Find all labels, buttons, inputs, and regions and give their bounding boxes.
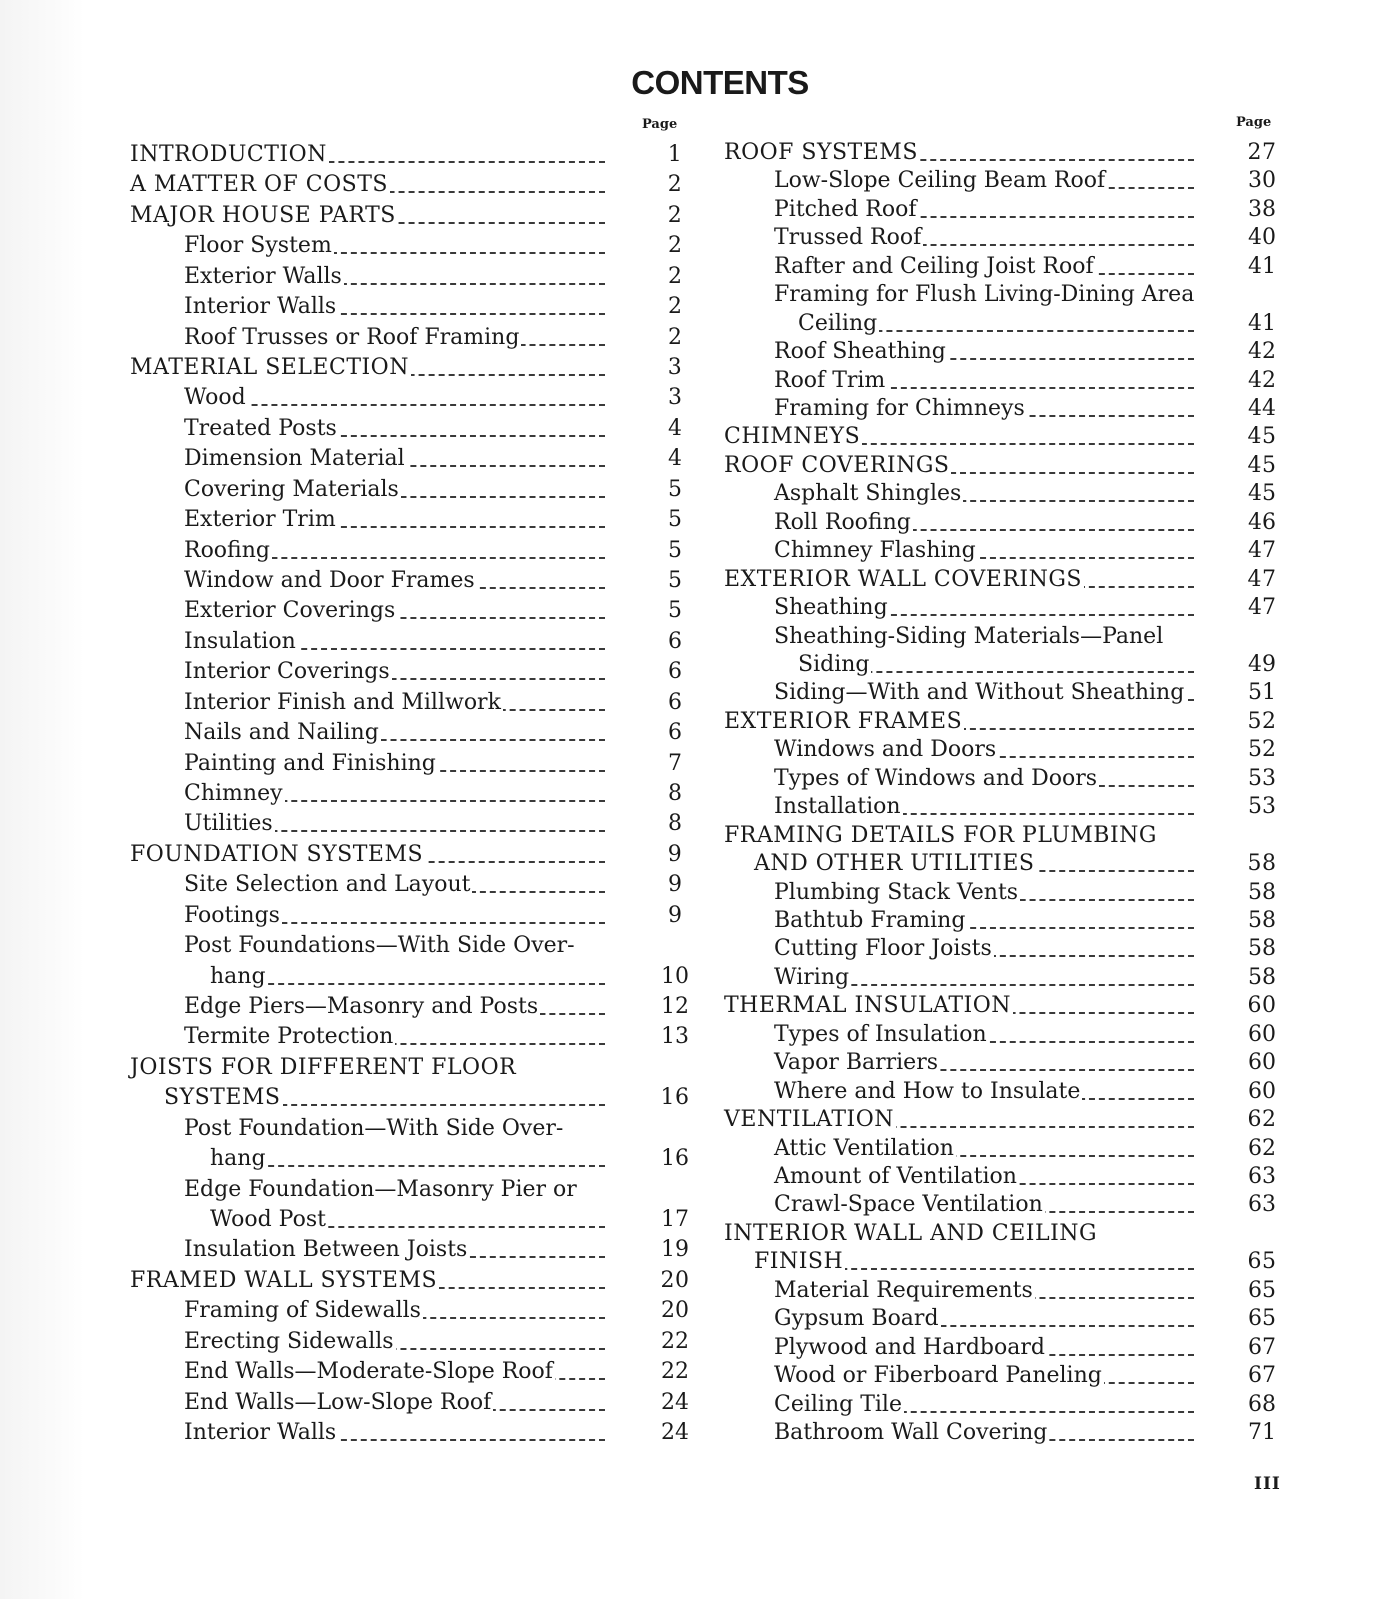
toc-entry-title: FOUNDATION SYSTEMS (130, 841, 424, 867)
toc-entry-title: Attic Ventilation (774, 1135, 954, 1161)
toc-entry-title: FINISH (754, 1249, 844, 1275)
toc-subsection-entry (724, 1276, 1314, 1305)
toc-entry-title: MATERIAL SELECTION (130, 355, 409, 380)
toc-subsection-entry (130, 596, 710, 625)
toc-page-number: 49 (1248, 652, 1276, 677)
toc-subsection-entry (724, 764, 1314, 793)
toc-subsection-entry (130, 475, 710, 504)
toc-entry-title: Utilities (184, 811, 273, 837)
toc-entry-title: Site Selection and Layout (184, 872, 471, 898)
toc-page-number: 5 (668, 598, 682, 624)
toc-subsection-entry (724, 1333, 1314, 1362)
toc-entry-title: Exterior Coverings (184, 598, 396, 624)
toc-page-number: 2 (668, 233, 682, 259)
toc-page-number: 8 (668, 781, 682, 806)
toc-subsection-entry (724, 963, 1314, 992)
toc-subsection-entry (130, 809, 710, 838)
toc-page-number: 52 (1247, 708, 1277, 734)
toc-page-number: 27 (1247, 140, 1277, 165)
toc-subsection-entry (724, 1304, 1314, 1333)
toc-entry-title: Painting and Finishing (184, 750, 436, 776)
toc-page-number: 24 (661, 1420, 689, 1445)
toc-section-entry (724, 422, 1314, 451)
toc-page-number: 63 (1248, 1164, 1276, 1189)
toc-page-number: 45 (1247, 452, 1277, 478)
toc-page-number: 45 (1248, 481, 1276, 507)
toc-subsection-entry (724, 536, 1314, 565)
toc-page-number: 53 (1248, 765, 1276, 791)
toc-page-number: 51 (1248, 680, 1276, 706)
toc-page-number: 65 (1248, 1277, 1276, 1303)
page-folio: III (1254, 1474, 1281, 1494)
toc-entry-title: Insulation Between Joists (184, 1237, 468, 1263)
toc-entry-title: INTERIOR WALL AND CEILING (724, 1220, 1098, 1246)
toc-entry-title: ROOF COVERINGS (724, 452, 950, 478)
toc-page-number: 60 (1247, 993, 1277, 1019)
toc-subsection-entry (130, 657, 710, 686)
toc-subsection-entry (724, 792, 1314, 821)
page-column-label-right: Page (1236, 115, 1272, 130)
toc-section-entry (724, 849, 1314, 878)
toc-entry-title: Plumbing Stack Vents (774, 879, 1019, 905)
toc-page-number: 9 (667, 841, 683, 867)
toc-entry-title: Wood Post (210, 1207, 326, 1232)
toc-subsection-entry (724, 1190, 1314, 1219)
toc-page-number: 1 (667, 142, 683, 167)
toc-entry-title: Sheathing (774, 595, 888, 621)
toc-subsection-entry (130, 1022, 710, 1051)
toc-entry-title: Chimney Flashing (774, 538, 976, 564)
toc-entry-title: Material Requirements (774, 1277, 1033, 1303)
toc-entry-title: Roof Trusses or Roof Framing (184, 324, 520, 350)
toc-subsection-entry (724, 735, 1314, 764)
toc-section-entry (724, 1247, 1314, 1276)
toc-page-number: 46 (1248, 509, 1276, 535)
toc-page-number: 6 (668, 689, 682, 715)
toc-subsection-entry (130, 901, 710, 930)
toc-entry-title: SYSTEMS (164, 1085, 281, 1111)
toc-entry-title: Floor System (184, 233, 332, 259)
toc-page-number: 71 (1248, 1420, 1276, 1445)
toc-entry-title: Treated Posts (184, 415, 337, 441)
toc-entry-title: Covering Materials (184, 476, 399, 502)
toc-entry-title: Interior Walls (184, 294, 337, 320)
toc-entry-title: ROOF SYSTEMS (724, 140, 918, 165)
toc-page-number: 58 (1248, 936, 1276, 962)
toc-section-entry (724, 451, 1314, 480)
toc-subsection-entry (724, 223, 1314, 252)
toc-entry-title: Crawl-Space Ventilation (774, 1192, 1043, 1218)
toc-subsection-entry (724, 1418, 1314, 1447)
toc-entry-title: Post Foundations—With Side Over- (184, 933, 575, 959)
toc-section-entry (130, 140, 710, 169)
toc-section-entry (130, 1083, 710, 1112)
toc-entry-title: Termite Protection (184, 1024, 394, 1050)
toc-subsection-entry (724, 1390, 1314, 1419)
toc-subsection-entry (724, 678, 1314, 707)
toc-entry-title: Roofing (184, 537, 270, 563)
toc-entry-title: EXTERIOR WALL COVERINGS (724, 566, 1082, 592)
toc-subsection-entry (130, 962, 710, 991)
toc-page-number: 6 (668, 628, 682, 654)
toc-page-number: 16 (660, 1085, 690, 1111)
toc-page-number: 2 (667, 202, 683, 228)
toc-entry-title: Siding—With and Without Sheathing (774, 680, 1185, 706)
toc-section-entry (724, 1105, 1314, 1134)
toc-page-number: 5 (668, 568, 682, 593)
toc-page-number: 2 (668, 263, 682, 289)
toc-page-number: 19 (661, 1237, 689, 1263)
toc-entry-title: Window and Door Frames (184, 568, 475, 593)
toc-section-entry (724, 138, 1314, 167)
toc-entry-title: Trussed Roof (774, 225, 922, 251)
toc-subsection-entry (724, 1162, 1314, 1191)
toc-subsection-entry (724, 593, 1314, 622)
toc-page-number: 13 (661, 1024, 689, 1050)
toc-entry-title: Windows and Doors (774, 737, 997, 763)
toc-section-entry (130, 353, 710, 382)
toc-page-number: 5 (668, 507, 682, 533)
toc-entry-title: Interior Finish and Millwork (184, 689, 501, 715)
toc-subsection-entry (130, 566, 710, 595)
toc-subsection-entry (130, 1357, 710, 1386)
toc-subsection-entry (130, 1296, 710, 1325)
leader-dots (192, 404, 605, 406)
toc-entry-title: VENTILATION (724, 1107, 895, 1133)
toc-subsection-entry (130, 1235, 710, 1264)
toc-entry-title: Framing of Sidewalls (184, 1298, 421, 1324)
toc-subsection-entry (724, 166, 1314, 195)
toc-subsection-entry (724, 252, 1314, 281)
toc-entry-title: Low-Slope Ceiling Beam Roof (774, 168, 1106, 194)
toc-entry-title: THERMAL INSULATION (724, 993, 1011, 1019)
toc-page-number: 60 (1248, 1078, 1276, 1104)
toc-page-number: 68 (1248, 1391, 1276, 1417)
toc-entry-title: Exterior Walls (184, 263, 342, 289)
toc-entry-title: Rafter and Ceiling Joist Roof (774, 253, 1094, 279)
toc-page-number: 58 (1248, 908, 1276, 933)
toc-subsection-entry (130, 262, 710, 291)
toc-entry-title: Ceiling (798, 310, 878, 336)
toc-subsection-entry (130, 1327, 710, 1356)
toc-section-entry (130, 840, 710, 869)
toc-section-entry (724, 1219, 1314, 1248)
toc-subsection-entry (130, 627, 710, 656)
toc-page-number: 65 (1247, 1249, 1277, 1275)
toc-subsection-entry (130, 292, 710, 321)
toc-entry-title: Vapor Barriers (774, 1050, 939, 1076)
toc-page-number: 67 (1248, 1334, 1276, 1360)
toc-page-number: 38 (1248, 196, 1276, 222)
toc-subsection-entry (724, 622, 1314, 651)
toc-page-number: 2 (668, 294, 682, 320)
toc-section-entry (724, 821, 1314, 850)
toc-subsection-entry (724, 479, 1314, 508)
toc-page-number: 58 (1248, 964, 1276, 990)
toc-page-number: 47 (1248, 538, 1276, 564)
toc-subsection-entry (724, 366, 1314, 395)
toc-entry-title: Installation (774, 794, 901, 820)
toc-entry-title: FRAMED WALL SYSTEMS (130, 1267, 438, 1293)
toc-page-number: 3 (667, 355, 683, 380)
toc-entry-title: hang (210, 1146, 266, 1172)
toc-entry-title: Roof Trim (774, 367, 886, 393)
toc-subsection-entry (130, 779, 710, 808)
toc-entry-title: Asphalt Shingles (774, 481, 962, 507)
toc-subsection-entry (724, 508, 1314, 537)
toc-subsection-entry (130, 688, 710, 717)
toc-entry-title: Dimension Material (184, 446, 405, 472)
toc-page-number: 4 (668, 415, 682, 441)
toc-page-number: 58 (1247, 851, 1277, 877)
toc-page-number: 62 (1247, 1107, 1277, 1133)
toc-page-number: 41 (1248, 310, 1276, 336)
toc-entry-title: AND OTHER UTILITIES (754, 851, 1035, 877)
toc-entry-title: Siding (798, 652, 870, 677)
toc-page-number: 10 (661, 963, 689, 989)
toc-page-number: 44 (1248, 396, 1276, 421)
toc-section-entry (724, 707, 1314, 736)
toc-page-number: 62 (1248, 1135, 1276, 1161)
toc-page-number: 9 (668, 872, 682, 898)
toc-subsection-entry (724, 1134, 1314, 1163)
toc-page-number: 5 (668, 476, 682, 502)
toc-page-number: 5 (668, 537, 682, 563)
page-column-label-left: Page (642, 117, 678, 132)
toc-page-number: 16 (661, 1146, 689, 1172)
toc-entry-title: Bathtub Framing (774, 908, 966, 933)
toc-page-number: 17 (661, 1207, 689, 1232)
toc-entry-title: Framing for Flush Living-Dining Area (774, 282, 1195, 308)
toc-subsection-entry (724, 309, 1314, 338)
toc-entry-title: INTRODUCTION (130, 142, 327, 167)
toc-page-number: 20 (660, 1267, 690, 1293)
toc-section-entry (130, 1053, 710, 1082)
toc-subsection-entry (724, 934, 1314, 963)
toc-subsection-entry (724, 650, 1314, 679)
toc-page-number: 52 (1248, 737, 1276, 763)
toc-entry-title: hang (210, 963, 266, 989)
toc-page-number: 40 (1248, 225, 1276, 251)
toc-subsection-entry (130, 931, 710, 960)
toc-subsection-entry (724, 337, 1314, 366)
toc-entry-title: Types of Insulation (774, 1021, 987, 1047)
toc-subsection-entry (130, 414, 710, 443)
toc-subsection-entry (130, 1114, 710, 1143)
toc-page-number: 6 (668, 720, 682, 746)
toc-subsection-entry (130, 1418, 710, 1447)
toc-subsection-entry (724, 906, 1314, 935)
toc-page-number: 9 (668, 902, 682, 928)
toc-entry-title: Erecting Sidewalls (184, 1328, 394, 1354)
toc-entry-title: Footings (184, 902, 280, 928)
toc-subsection-entry (130, 383, 710, 412)
toc-entry-title: Insulation (184, 628, 296, 654)
toc-entry-title: Roof Sheathing (774, 339, 946, 365)
toc-page-number: 60 (1248, 1050, 1276, 1076)
page-title: CONTENTS (631, 64, 809, 101)
toc-entry-title: Exterior Trim (184, 507, 336, 533)
toc-page-number: 60 (1248, 1021, 1276, 1047)
toc-page-number: 6 (668, 659, 682, 685)
toc-entry-title: Roll Roofing (774, 509, 911, 535)
toc-entry-title: End Walls—Moderate-Slope Roof (184, 1359, 553, 1385)
toc-subsection-entry (130, 1144, 710, 1173)
toc-entry-title: Edge Foundation—Masonry Pier or (184, 1176, 577, 1202)
toc-page-number: 3 (668, 385, 682, 411)
toc-section-entry (130, 1266, 710, 1295)
toc-entry-title: Wood (184, 385, 246, 411)
toc-entry-title: Wood or Fiberboard Paneling (774, 1363, 1102, 1389)
toc-page-number: 45 (1247, 424, 1277, 450)
toc-section-entry (724, 991, 1314, 1020)
toc-subsection-entry (130, 749, 710, 778)
toc-entry-title: Framing for Chimneys (774, 396, 1025, 421)
toc-page-number: 67 (1248, 1363, 1276, 1389)
toc-page-number: 4 (668, 446, 682, 472)
scan-edge-shadow (0, 0, 84, 1599)
toc-subsection-entry (130, 1388, 710, 1417)
toc-subsection-entry (724, 280, 1314, 309)
toc-entry-title: Wiring (774, 964, 850, 990)
toc-entry-title: Amount of Ventilation (774, 1164, 1017, 1189)
toc-entry-title: Nails and Nailing (184, 720, 379, 746)
toc-entry-title: Where and How to Insulate (774, 1078, 1081, 1104)
toc-subsection-entry (130, 1205, 710, 1234)
toc-entry-title: Interior Walls (184, 1420, 337, 1445)
leader-dots (218, 983, 605, 985)
toc-page-number: 20 (661, 1298, 689, 1324)
toc-subsection-entry (130, 1175, 710, 1204)
toc-subsection-entry (130, 870, 710, 899)
toc-page-number: 53 (1248, 794, 1276, 820)
toc-page-number: 42 (1248, 367, 1276, 393)
toc-page-number: 12 (661, 994, 689, 1019)
toc-subsection-entry (130, 718, 710, 747)
toc-page-number: 2 (667, 172, 683, 198)
toc-subsection-entry (724, 1048, 1314, 1077)
toc-subsection-entry (724, 1077, 1314, 1106)
toc-page-number: 58 (1248, 879, 1276, 905)
toc-entry-title: Pitched Roof (774, 196, 917, 222)
toc-entry-title: End Walls—Low-Slope Roof (184, 1389, 492, 1415)
toc-page-number: 24 (661, 1389, 689, 1415)
toc-subsection-entry (724, 1361, 1314, 1390)
toc-page-number: 63 (1248, 1192, 1276, 1218)
toc-subsection-entry (130, 323, 710, 352)
toc-page-number: 65 (1248, 1306, 1276, 1332)
toc-entry-title: Gypsum Board (774, 1306, 939, 1332)
toc-entry-title: Chimney (184, 781, 283, 806)
toc-entry-title: Sheathing-Siding Materials—Panel (774, 623, 1164, 649)
toc-subsection-entry (724, 394, 1314, 423)
toc-page-number: 8 (668, 811, 682, 837)
leader-dots (218, 1165, 605, 1167)
toc-page-number: 2 (668, 324, 682, 350)
toc-entry-title: MAJOR HOUSE PARTS (130, 202, 396, 228)
toc-entry-title: EXTERIOR FRAMES (724, 708, 963, 734)
toc-entry-title: Plywood and Hardboard (774, 1334, 1045, 1360)
toc-entry-title: Cutting Floor Joists (774, 936, 992, 962)
toc-entry-title: Bathroom Wall Covering (774, 1420, 1048, 1445)
toc-page-number: 22 (661, 1359, 689, 1385)
toc-subsection-entry (130, 992, 710, 1021)
toc-entry-title: CHIMNEYS (724, 424, 861, 450)
toc-entry-title: Ceiling Tile (774, 1391, 902, 1417)
toc-entry-title: Post Foundation—With Side Over- (184, 1115, 564, 1141)
toc-subsection-entry (130, 505, 710, 534)
toc-entry-title: A MATTER OF COSTS (130, 172, 388, 198)
toc-page-number: 42 (1248, 339, 1276, 365)
toc-page-number: 22 (661, 1328, 689, 1354)
toc-page-number: 30 (1248, 168, 1276, 194)
toc-entry-title: Interior Coverings (184, 659, 390, 685)
toc-section-entry (130, 170, 710, 199)
toc-entry-title: Types of Windows and Doors (774, 765, 1098, 791)
toc-section-entry (130, 201, 710, 230)
toc-subsection-entry (724, 1020, 1314, 1049)
toc-page-number: 47 (1247, 566, 1277, 592)
toc-subsection-entry (724, 195, 1314, 224)
toc-entry-title: FRAMING DETAILS FOR PLUMBING (724, 822, 1157, 848)
toc-subsection-entry (130, 231, 710, 260)
toc-subsection-entry (130, 444, 710, 473)
toc-entry-title: JOISTS FOR DIFFERENT FLOOR (130, 1054, 517, 1080)
toc-subsection-entry (130, 536, 710, 565)
toc-page-number: 41 (1248, 253, 1276, 279)
toc-subsection-entry (724, 878, 1314, 907)
toc-page-number: 7 (668, 750, 682, 776)
toc-page-number: 47 (1248, 595, 1276, 621)
toc-section-entry (724, 565, 1314, 594)
toc-entry-title: Edge Piers—Masonry and Posts (184, 994, 539, 1019)
